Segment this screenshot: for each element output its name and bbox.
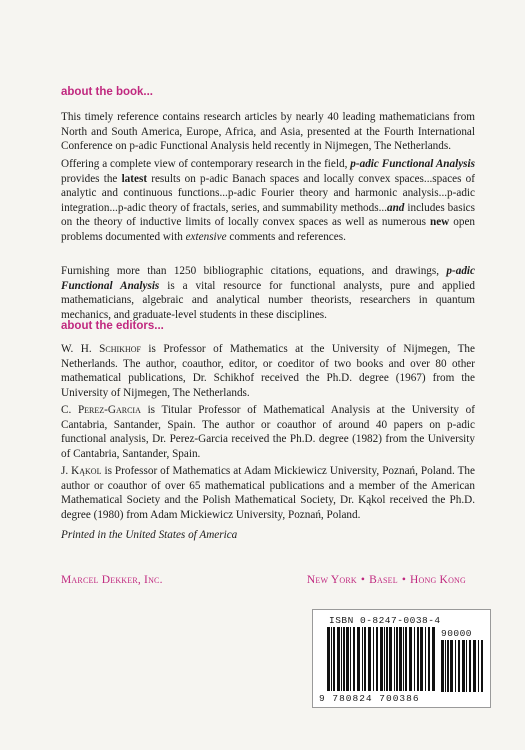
editor-schikhof [61, 342, 475, 400]
text-run: Offering a complete view of contemporary research in the field, [61, 158, 351, 170]
about-book-heading: about the book... [61, 86, 153, 98]
ean-barcode-bars [327, 627, 435, 691]
barcode-bar [450, 640, 453, 692]
book-title: p-adic Functional Analysis [61, 265, 475, 292]
barcode-bar [403, 627, 404, 691]
paragraph-text [61, 464, 475, 522]
text-run: comments and references. [226, 230, 346, 243]
barcode-bar [327, 627, 330, 691]
barcode-bar [376, 627, 378, 691]
barcode-bar [362, 627, 363, 691]
barcode-bar [469, 640, 471, 692]
barcode-bar [364, 627, 366, 691]
paragraph-text [61, 403, 475, 461]
city-hong-kong: Hong Kong [410, 574, 466, 586]
barcode-bar [341, 627, 342, 691]
barcode-bar [343, 627, 345, 691]
barcode-bar [346, 627, 349, 691]
city-basel: Basel [369, 574, 398, 586]
about-book-paragraph-2 [61, 157, 475, 245]
barcode-bar [466, 640, 467, 692]
barcode-bar [350, 627, 351, 691]
barcode-bar [337, 627, 340, 691]
editor-name: C. Perez-Garcia [61, 404, 141, 416]
price-addon-number: 90000 [441, 628, 473, 639]
barcode-bar [425, 627, 426, 691]
emphasis-extensive: extensive [185, 230, 227, 243]
barcode-bar [333, 627, 335, 691]
city-new-york: New York [306, 574, 357, 586]
editor-bio: is Titular Professor of Mathematical Analysis at the University of Cantabria, Santander, Spain. The author or coauthor of around 40 papers on p-adic functional analysis, Dr. Perez-Garcia received the Ph.D. degree (1982) from the University of Cantabria, Santander, Spain. [61, 404, 475, 460]
paragraph-text [61, 264, 475, 322]
text-run: is a vital resource for functional analysts, pure and applied mathematicians, algebraic and analytical number theorists, researchers in quantum mechanics, and graduate-level students in these disciplines. [61, 279, 476, 321]
ean-number: 9 780824 700386 [319, 693, 420, 704]
text-run: provides the [61, 172, 122, 185]
barcode-bar [462, 640, 465, 692]
barcode-bar [473, 640, 476, 692]
barcode-bar [428, 627, 430, 691]
barcode-bar [331, 627, 332, 691]
about-editors-heading: about the editors... [61, 320, 164, 332]
paragraph-text [61, 342, 475, 400]
editor-name: W. H. Schikhof [61, 343, 141, 355]
text-run: Furnishing more than 1250 bibliographic citations, equations, and drawings, [61, 265, 447, 277]
barcode-bar [458, 640, 460, 692]
editor-perez-garcia [61, 403, 475, 461]
barcode-bar [447, 640, 449, 692]
text-run: includes basics on the theory of inductive limits of locally convex spaces as well as numerous [61, 201, 475, 229]
text-run: results on p-adic Banach spaces and locally convex spaces...spaces of analytic and continuous functions...p-adic Fourier theory and harmonic analysis...p-adic integration...p-adic theory of fractals, series, and summability methods... [61, 172, 475, 214]
isbn-number: ISBN 0-8247-0038-4 [329, 615, 441, 626]
paragraph-text: This timely reference contains research articles by nearly 40 leading mathematicians from North and South America, Europe, Africa, and Asia, presented at the Fourth International Conference on p-adic Functional Analysis held recently in Nijmegen, The Netherlands. [61, 111, 475, 153]
barcode-bar [405, 627, 407, 691]
barcode-bar [455, 640, 456, 692]
publisher-name: Marcel Dekker, Inc. [61, 574, 163, 586]
about-book-paragraph-3 [61, 264, 475, 322]
emphasis-latest: latest [121, 172, 148, 185]
barcode-bar [414, 627, 415, 691]
barcode-bar [445, 640, 446, 692]
barcode-bar [357, 627, 360, 691]
emphasis-and: and [386, 201, 405, 214]
publisher-cities [307, 574, 466, 586]
barcode-bar [353, 627, 355, 691]
barcode-bar [368, 627, 371, 691]
text-run: open problems documented with [61, 216, 475, 243]
barcode-bar [389, 627, 392, 691]
barcode-bar [386, 627, 388, 691]
city-separator: • [401, 574, 407, 586]
editor-kakol [61, 464, 475, 522]
barcode-bar [396, 627, 398, 691]
barcode-bar [481, 640, 483, 692]
paragraph-text [61, 157, 475, 245]
editor-bio: is Professor of Mathematics at the University of Nijmegen, The Netherlands. The author, coauthor, editor, or coeditor of two books and over 80 other mathematical publications, Dr. Schikhof received the Ph.D. degree (1967) from the University of Nijmegen, The Netherlands. [61, 343, 475, 399]
addon-barcode-bars [441, 640, 485, 692]
barcode-bar [399, 627, 402, 691]
emphasis-new: new [429, 216, 450, 229]
barcode-bar [478, 640, 479, 692]
editor-name: J. Kąkol [61, 465, 102, 477]
barcode-bar [384, 627, 385, 691]
book-title: p-adic Functional Analysis [350, 158, 475, 170]
barcode-bar [373, 627, 374, 691]
barcode-bar [417, 627, 419, 691]
barcode-bar [432, 627, 435, 691]
isbn-barcode [312, 609, 491, 708]
editor-bio: is Professor of Mathematics at Adam Mickiewicz University, Poznań, Poland. The author or coauthor of over 65 mathematical publications and a member of the American Mathematical Society and the Polish Mathematical Society, Dr. Kąkol received the Ph.D. degree (1980) from Adam Mickiewicz University, Poznań, Poland. [61, 465, 475, 521]
barcode-bar [394, 627, 395, 691]
barcode-bar [409, 627, 412, 691]
barcode-bar [420, 627, 423, 691]
city-separator: • [360, 574, 366, 586]
barcode-bar [441, 640, 444, 692]
about-book-paragraph-1 [61, 110, 475, 154]
printed-in-note: Printed in the United States of America [61, 529, 238, 541]
barcode-bar [380, 627, 383, 691]
